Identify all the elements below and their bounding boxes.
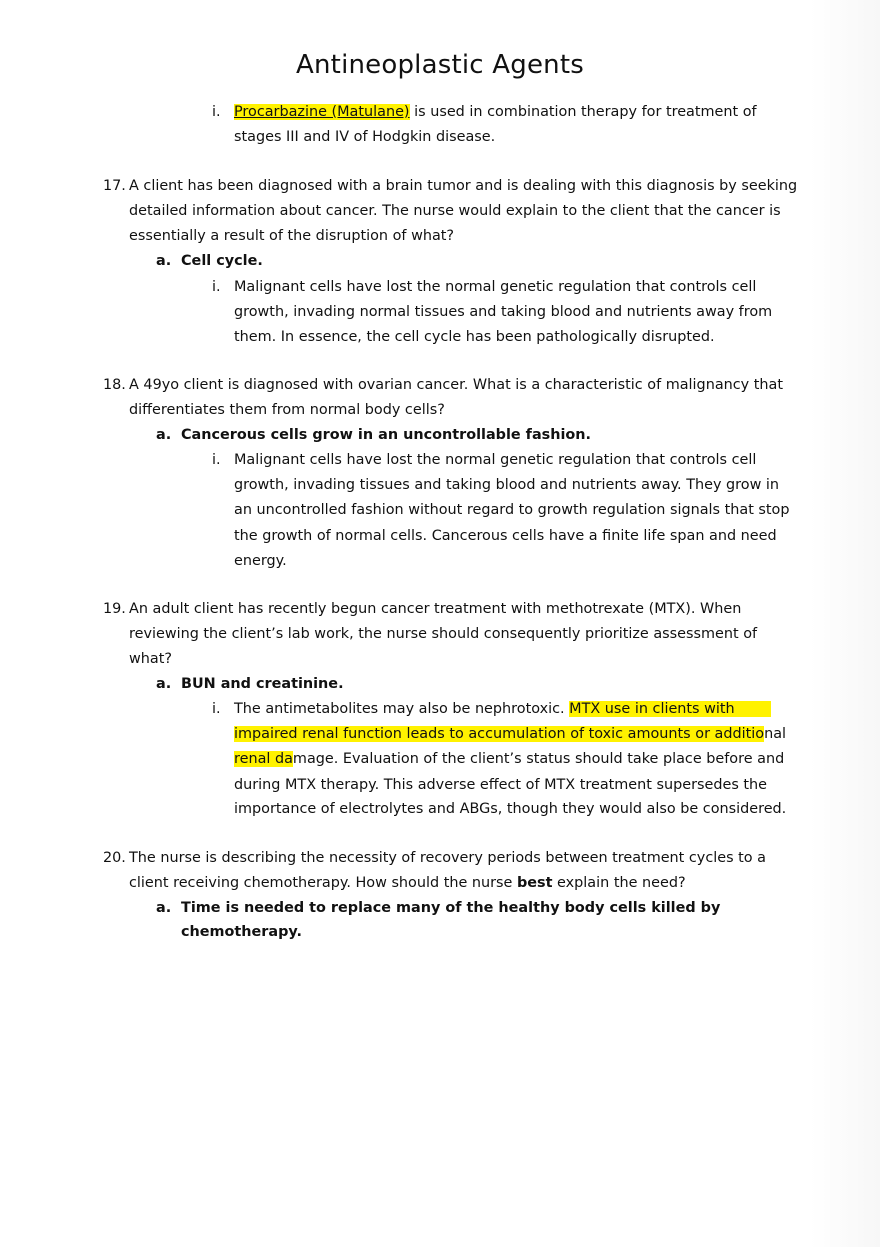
q18-rationale-marker: i. (212, 452, 221, 468)
q19-line-1: An adult client has recently begun cancer treatment with methotrexate (MTX). When (129, 601, 742, 617)
q19-answer: BUN and creatinine. (181, 676, 344, 692)
q20-answer-marker: a. (156, 900, 172, 916)
q17-line-3: essentially a result of the disruption of what? (129, 228, 455, 244)
q17-rationale-1: Malignant cells have lost the normal genetic regulation that controls cell (234, 279, 757, 295)
q17-rationale-marker: i. (212, 279, 221, 295)
q18-rationale-4: the growth of normal cells. Cancerous cells have a finite life span and need (234, 528, 777, 544)
q20-answer-1: Time is needed to replace many of the healthy body cells killed by (181, 900, 721, 916)
q19-number: 19. (103, 601, 126, 617)
procarbazine-highlight: Procarbazine (Matulane) (234, 104, 410, 120)
q18-answer: Cancerous cells grow in an uncontrollable fashion. (181, 427, 591, 443)
mtx-highlight-2: impaired renal function leads to accumulation of toxic amounts or additio (234, 726, 765, 742)
q17-line-1: A client has been diagnosed with a brain tumor and is dealing with this diagnosis by seeking (129, 178, 798, 194)
q18-rationale-2: growth, invading tissues and taking blood and nutrients away. They grow in (234, 477, 780, 493)
q17-number: 17. (103, 178, 126, 194)
intro-marker: i. (212, 104, 221, 120)
q20-answer-2: chemotherapy. (181, 924, 302, 940)
q19-rationale-marker: i. (212, 701, 221, 717)
q19-line-2: reviewing the client’s lab work, the nurse should consequently prioritize assessment of (129, 626, 758, 642)
intro-line-2: stages III and IV of Hodgkin disease. (234, 129, 496, 145)
page-edge-shadow (810, 0, 880, 1247)
q17-answer-marker: a. (156, 253, 172, 269)
q19-rationale-3: renal damage. Evaluation of the client’s status should take place before and (234, 751, 785, 767)
q18-line-2: differentiates them from normal body cells? (129, 402, 445, 418)
q20-line-2: client receiving chemotherapy. How should the nurse best explain the need? (129, 875, 686, 891)
q18-rationale-1: Malignant cells have lost the normal genetic regulation that controls cell (234, 452, 757, 468)
q18-line-1: A 49yo client is diagnosed with ovarian cancer. What is a characteristic of malignancy that (129, 377, 783, 393)
mtx-highlight-1: MTX use in clients with (569, 701, 771, 717)
q20-line-1: The nurse is describing the necessity of recovery periods between treatment cycles to a (129, 850, 767, 866)
q17-line-2: detailed information about cancer. The nurse would explain to the client that the cancer is (129, 203, 781, 219)
q17-rationale-3: them. In essence, the cell cycle has been pathologically disrupted. (234, 329, 715, 345)
q17-rationale-2: growth, invading normal tissues and taking blood and nutrients away from (234, 304, 773, 320)
q19-rationale-5: importance of electrolytes and ABGs, though they would also be considered. (234, 801, 787, 817)
best-emphasis: best (516, 875, 553, 891)
q19-rationale-2: impaired renal function leads to accumulation of toxic amounts or additional (234, 726, 787, 742)
q17-answer: Cell cycle. (181, 253, 263, 269)
q19-rationale-1: The antimetabolites may also be nephrotoxic. MTX use in clients with (234, 700, 771, 718)
q19-line-3: what? (129, 651, 172, 667)
intro-line-1: Procarbazine (Matulane) is used in combination therapy for treatment of (234, 104, 757, 120)
q18-answer-marker: a. (156, 427, 172, 443)
q19-answer-marker: a. (156, 676, 172, 692)
q19-rationale-4: during MTX therapy. This adverse effect of MTX treatment supersedes the (234, 777, 768, 793)
mtx-highlight-3: renal da (234, 751, 293, 767)
q18-number: 18. (103, 377, 126, 393)
q20-number: 20. (103, 850, 126, 866)
q18-rationale-5: energy. (234, 553, 287, 569)
page-title: Antineoplastic Agents (296, 50, 584, 80)
q18-rationale-3: an uncontrolled fashion without regard to growth regulation signals that stop (234, 502, 790, 518)
